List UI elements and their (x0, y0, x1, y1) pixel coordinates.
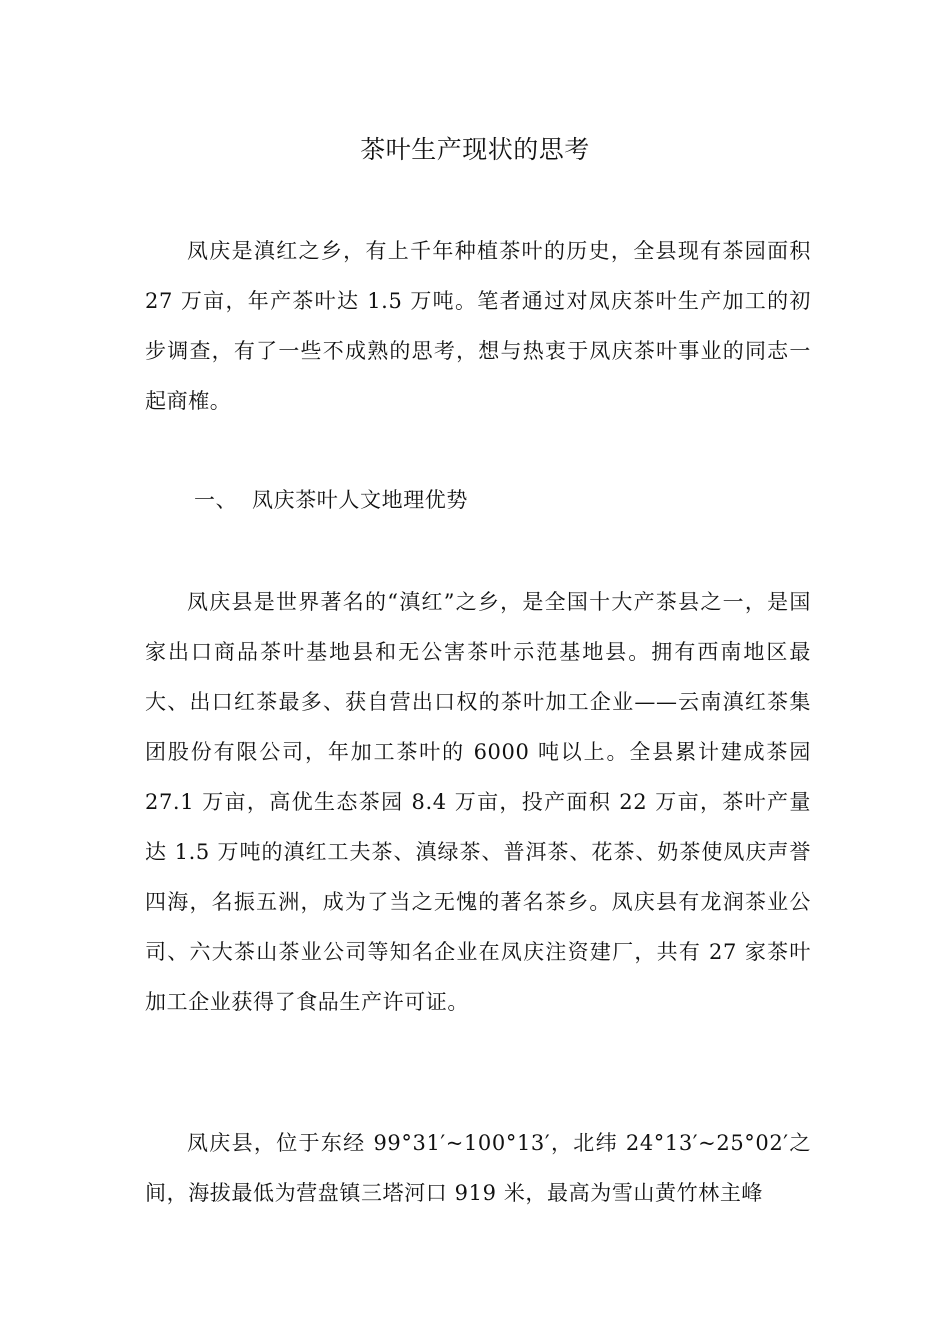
body-paragraph-culture: 凤庆县是世界著名的“滇红”之乡，是全国十大产茶县之一，是国家出口商品茶叶基地县和无公害茶叶示范基地县。拥有西南地区最大、出口红茶最多、获自营出口权的茶叶加工企业——云南滇红茶集团股份有限公司，年加工茶叶的 6000 吨以上。全县累计建成茶园 27.1 万亩，高优生态茶园 8.4 万亩，投产面积 22 万亩，茶叶产量达 1.5 万吨的滇红工夫茶、滇绿茶、普洱茶、花茶、奶茶使凤庆声誉四海，名振五洲，成为了当之无愧的著名茶乡。凤庆县有龙润茶业公司、六大茶山茶业公司等知名企业在凤庆注资建厂，共有 27 家茶叶加工企业获得了食品生产许可证。 (145, 590, 811, 1014)
document-title: 茶叶生产现状的思考 (360, 135, 590, 164)
section-heading-text: 凤庆茶叶人文地理优势 (252, 488, 468, 512)
body-paragraph-geography: 凤庆县，位于东经 99°31′~100°13′，北纬 24°13′~25°02′之间，海拔最低为营盘镇三塔河口 919 米，最高为雪山黄竹林主峰 (145, 1131, 811, 1205)
intro-paragraph: 凤庆是滇红之乡，有上千年种植茶叶的历史，全县现有茶园面积 27 万亩，年产茶叶达 1.5 万吨。笔者通过对凤庆茶叶生产加工的初步调查，有了一些不成熟的思考，想与热衷于凤庆茶叶事业的同志一起商榷。 (145, 239, 811, 413)
section-heading (194, 475, 468, 525)
section-number: 一、 (194, 488, 238, 512)
